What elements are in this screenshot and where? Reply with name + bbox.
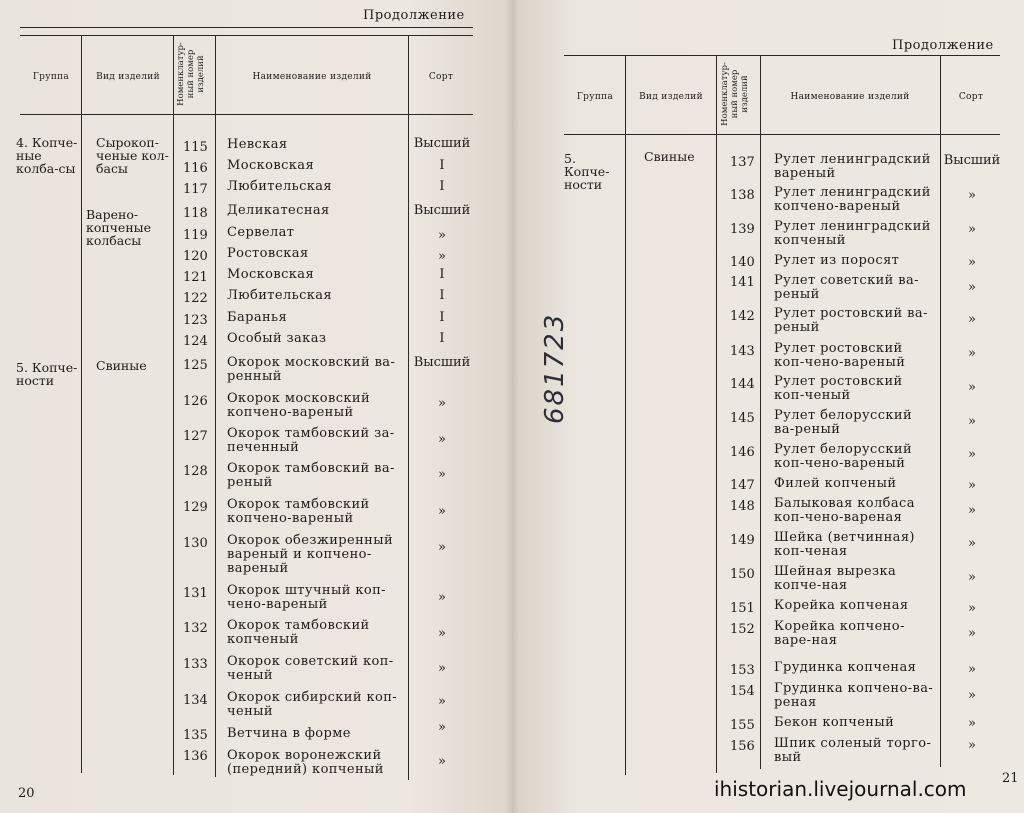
item-grade: » [968,447,976,462]
item-number: 124 [183,334,208,349]
item-grade: » [438,432,446,447]
item-name: Рулет ростовский коп-ченый [774,374,903,403]
item-number: 119 [183,228,208,243]
item-number: 135 [183,728,208,743]
item-grade: » [968,688,976,703]
item-number: 149 [730,533,755,548]
kind-label: Варено-копченые колбасы [86,207,152,248]
item-grade: » [968,738,976,753]
header-nomenclature: Номенклатур- ный номер изделий [176,42,206,106]
item-number: 117 [183,182,208,197]
item-grade: » [438,661,446,676]
item-name: Шейная вырезка копче-ная [774,564,897,593]
item-grade: I [439,158,445,173]
header-bottom-rule [20,114,473,115]
item-number: 129 [183,500,208,515]
page-number: 21 [1002,771,1019,786]
item-number: 122 [183,291,208,306]
item-name: Окорок сибирский коп-ченый [227,690,398,719]
item-grade: » [438,754,446,769]
item-name: Корейка копчено-варе-ная [774,619,905,648]
watermark: ihistorian.livejournal.com [714,777,967,801]
item-grade: » [438,720,446,735]
item-name: Московская [227,158,315,173]
item-grade: Высший [413,203,471,218]
item-name: Окорок тамбовский копчено-вареный [227,497,370,526]
group-label: 5. Копче-ности [16,360,78,388]
header-top-rule [20,35,473,36]
item-grade: » [968,188,976,203]
item-number: 131 [183,586,208,601]
item-name: Окорок тамбовский за-печенный [227,426,395,455]
item-grade: Высший [943,153,1001,168]
item-grade: » [438,694,446,709]
item-grade: » [438,228,446,243]
item-number: 118 [183,206,208,221]
item-number: 116 [183,161,208,176]
header-group: Группа [32,72,70,82]
item-grade: I [439,288,445,303]
kind-label: Свиные [96,358,147,373]
continuation-label: Продолжение [892,38,994,53]
item-number: 155 [730,718,755,733]
item-number: 154 [730,684,755,699]
item-name: Окорок обезжиренный вареный и копчено-вареный [227,533,394,576]
item-number: 134 [183,693,208,708]
item-number: 156 [730,739,755,754]
item-grade: I [439,310,445,325]
item-grade: » [438,396,446,411]
item-name: Окорок советский коп-ченый [227,654,394,683]
item-name: Окорок штучный коп-чено-вареный [227,583,386,612]
item-name: Особый заказ [227,331,327,346]
item-number: 128 [183,464,208,479]
item-grade: » [968,601,976,616]
item-name: Грудинка копченая [774,660,917,675]
item-grade: I [439,179,445,194]
header-grade: Сорт [958,92,984,102]
item-grade: » [968,662,976,677]
column-divider [408,35,409,780]
item-name: Рулет белорусский ва-реный [774,408,913,437]
item-number: 148 [730,499,755,514]
item-grade: » [968,280,976,295]
column-divider [940,55,941,767]
column-divider [81,35,82,773]
item-grade: » [438,249,446,264]
item-name: Окорок тамбовский ва-реный [227,461,395,490]
item-number: 146 [730,445,755,460]
item-grade: » [438,504,446,519]
item-name: Шпик соленый торго-вый [774,736,932,765]
item-name: Рулет советский ва-реный [774,273,919,302]
item-number: 139 [730,222,755,237]
column-divider [173,35,174,775]
item-grade: » [968,222,976,237]
column-divider [215,35,216,777]
item-number: 138 [730,188,755,203]
header-kind: Вид изделий [96,72,160,82]
item-grade: Высший [413,355,471,370]
item-grade: » [968,716,976,731]
item-name: Московская [227,267,315,282]
item-name: Грудинка копчено-ва-реная [774,681,934,710]
item-name: Корейка копченая [774,598,909,613]
item-name: Рулет ленинградский копченый [774,219,931,248]
item-number: 127 [183,429,208,444]
item-grade: » [968,626,976,641]
item-number: 151 [730,601,755,616]
item-name: Сервелат [227,225,295,240]
header-group: Группа [576,92,614,102]
kind-label: Свиные [644,149,695,164]
item-grade: » [968,503,976,518]
item-name: Шейка (ветчинная) коп-ченая [774,530,915,559]
item-number: 152 [730,622,755,637]
item-name: Ветчина в форме [227,726,351,741]
item-name: Ростовская [227,246,309,261]
item-name: Окорок московский ва-ренный [227,355,396,384]
item-grade: I [439,331,445,346]
item-grade: Высший [413,136,471,151]
item-number: 125 [183,358,208,373]
item-name: Любительская [227,288,333,303]
header-grade: Сорт [428,72,454,82]
item-name: Филей копченый [774,476,897,491]
item-name: Окорок московский копчено-вареный [227,391,371,420]
kind-label: Сырокоп-ченые кол-басы [96,135,169,176]
item-name: Рулет ростовский ва-реный [774,306,928,335]
item-grade: » [968,414,976,429]
item-grade: » [438,590,446,605]
item-number: 115 [183,140,208,155]
item-grade: » [438,540,446,555]
item-grade: » [968,536,976,551]
item-grade: » [438,467,446,482]
item-grade: » [968,478,976,493]
item-name: Невская [227,137,288,152]
item-grade: » [968,255,976,270]
item-number: 120 [183,249,208,264]
book-gutter [505,0,519,813]
item-number: 144 [730,377,755,392]
item-grade: I [439,267,445,282]
header-name: Наименование изделий [790,92,910,102]
item-grade: » [968,570,976,585]
item-number: 121 [183,270,208,285]
header-nomenclature: Номенклатур- ный номер изделий [720,62,750,126]
item-name: Любительская [227,179,333,194]
item-name: Балыковая колбаса коп-чено-вареная [774,496,915,525]
group-label: 5. Копче-ности [564,151,610,192]
item-name: Рулет ленинградский копчено-вареный [774,185,931,214]
item-number: 145 [730,411,755,426]
item-name: Бекон копченый [774,715,895,730]
item-grade: » [968,312,976,327]
item-name: Рулет ростовский коп-чено-вареный [774,341,906,370]
item-name: Рулет из поросят [774,253,900,268]
header-kind: Вид изделий [639,92,703,102]
item-number: 143 [730,344,755,359]
item-name: Окорок тамбовский копченый [227,618,370,647]
column-divider [716,55,717,773]
item-number: 126 [183,394,208,409]
column-divider [625,55,626,775]
handwritten-number: 681723 [540,312,570,424]
item-number: 133 [183,657,208,672]
column-divider [760,55,761,769]
page-number: 20 [18,786,35,801]
header-name: Наименование изделий [252,72,372,82]
item-grade: » [438,626,446,641]
item-number: 153 [730,663,755,678]
item-number: 141 [730,275,755,290]
item-grade: » [968,346,976,361]
item-number: 123 [183,313,208,328]
item-name: Окорок воронежский (передний) копченый [227,748,384,777]
continuation-label: Продолжение [363,8,465,23]
group-label: 4. Копче-ные колба-сы [16,135,78,176]
item-name: Баранья [227,310,288,325]
table-top-rule [564,55,1000,56]
table-top-rule [20,27,473,28]
right-page [512,0,1024,813]
item-number: 142 [730,309,755,324]
item-name: Деликатесная [227,203,330,218]
item-number: 132 [183,621,208,636]
item-number: 137 [730,155,755,170]
item-number: 136 [183,749,208,764]
item-number: 150 [730,567,755,582]
item-number: 140 [730,255,755,270]
item-name: Рулет белорусский коп-чено-вареный [774,442,913,471]
item-number: 130 [183,536,208,551]
item-grade: » [968,380,976,395]
item-name: Рулет ленинградский вареный [774,152,931,181]
item-number: 147 [730,478,755,493]
header-bottom-rule [564,134,1000,135]
